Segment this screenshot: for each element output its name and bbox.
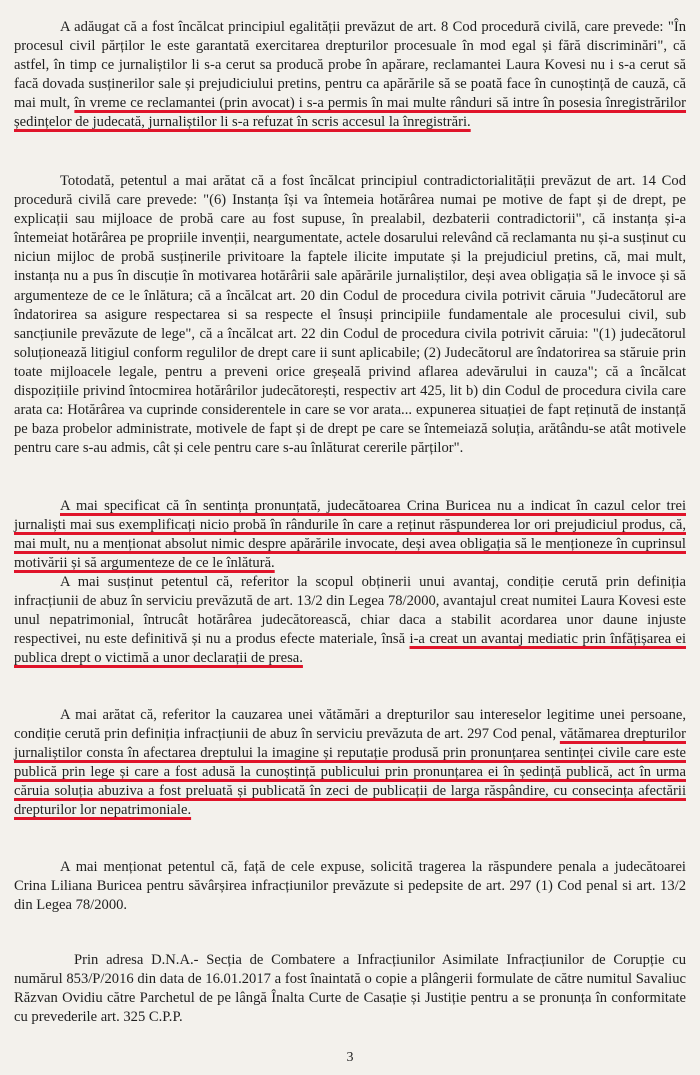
paragraph-dna-address [14,951,686,1027]
paragraph-advantage [14,573,686,668]
paragraph-text: Totodată, petentul a mai arătat că a fost încălcat principiul contradictorialității prevăzut de art. 14 Cod procedură civilă care prevede: "(6) Instanța își va întemeia hotărârea numai pe motive de fapt și de drept, pe explicații sau mijloace de probă care au fost supuse, în prealabil, dezbaterii contradictorii", că instanța și-a întemeiat hotărârea pe propriile invenții, neargumentate, actele dosarului relevând că reclamanta nu și-a susținut cu niciun mijloc de probă susținerile privitoare la faptele ilicite imputate și la prejudiciul pretins, că, mai mult, instanța nu a pus în discuție în motivarea hotărârii sale apărările jurnaliștilor, deși avea obligația să le invoce și să argumenteze de ce le înlătura; că a încălcat art. 20 din Codul de procedura civila potrivit căruia "Judecătorul are îndatorirea sa asigure respectarea si sa respecte el însuși principiile fundamentale ale procesului civil, sub sancțiunile prevăzute de lege", că a încălcat art. 22 din Codul de procedura civila potrivit căruia: "(1) judecătorul soluționează litigiul conform regulilor de drept care ii sunt aplicabile; (2) Judecătorul are îndatorirea sa stăruie prin toate mijloacele legale, pentru a preveni orice greșeală privind aflarea adevărului in cauza"; că a încălcat dispozițiile privind întocmirea hotărârilor judecătorești, respectiv art 425, lit b) din Codul de procedura civila care arata ca: Hotărârea va cuprinde considerentele in care se vor arata... expunerea situației de fapt reținută de instanță pe baza probelor administrate, motivele de fapt și de drept pe care se întemeiază soluția, arătându-se atât motivele pentru care s-au admis, cât și cele pentru care s-au înlăturat cererile părților". [14,173,686,457]
paragraph-harm [14,706,686,821]
paragraph-text: Prin adresa D.N.A.- Secția de Combatere a Infracțiunilor Asimilate Infracțiunilor de Corupție cu numărul 853/P/2016 din data de 16.01.2017 a fost înaintată o copie a plângerii formulate de către numitul Savaliuc Răzvan Ovidiu către Parchetul de pe lângă Înalta Curte de Casație și Justiție pentru a se pronunța în conformitate cu prevederile art. 325 C.P.P. [14,952,686,1026]
page-number: 3 [346,1050,354,1065]
paragraph-text: A mai menționat petentul că, față de cele expuse, solicită tragerea la răspundere penala a judecătoarei Crina Liliana Buricea pentru săvârșirea infracțiunilor prevăzute si pedepsite de art. 297 (1) Cod penal si art. 13/2 din Legea 78/2000. [14,859,686,914]
paragraph-request [14,858,686,915]
highlighted-text: A mai specificat că în sentința pronunțată, judecătoarea Crina Buricea nu a indicat în cazul celor trei jurnaliști mai sus exemplificați nicio probă în rândurile în care a reținut răspunderea lor ori prejudiciul produs, că, mai mult, nu a menționat absolut nimic despre apărările invocate, deși avea obligația să le menționeze în cuprinsul motivării și să argumenteze de ce le înlătură. [14,498,686,572]
paragraph-contradictoriality-principle [14,172,686,458]
highlighted-text: în vreme ce reclamantei (prin avocat) i s-a permis în mai multe rânduri să intre în posesia înregistrărilor ședințelor de judecată, jurnaliștilor li s-a refuzat în scris accesul la înregistrări. [14,95,687,131]
paragraph-no-evidence [14,497,686,573]
paragraph-text: A mai arătat că, referitor la cauzarea unei vătămări a drepturilor sau intereselor legitime unei persoane, condiție cerută prin definiția infracțiunii de abuz în serviciu prevăzuta de art. 297 Cod penal, [14,707,686,743]
paragraph-text: A adăugat că a fost încălcat principiul egalității prevăzut de art. 8 Cod procedură civilă, care prevede: "În procesul civil părților le este garantată exercitarea drepturilor procesuale în mod egal și fără discriminări", că astfel, în timp ce jurnaliștilor li s-a cerut sa producă probe în apărare, reclamantei Laura Kovesi nu i s-a cerut să facă dovada susținerilor sale și prejudiciului pretins, pentru ca apărările să se poată face în cunoștință de cauză, că mai mult, [14,19,686,112]
highlighted-text: vătămarea drepturilor jurnaliștilor consta în afectarea dreptului la imagine și reputație produsă prin pronunțarea sentinței civile care este publică prin lege și care a fost adusă la cunoștință publicului prin pronunțarea ei în ședință publică, act în urma căruia soluția abuziva a fost preluată și publicată în zeci de publicații de larga răspândire, cu consecința afectării drepturilor lor nepatrimoniale. [14,726,686,819]
paragraph-equality-principle [14,18,686,133]
paragraph-text: A mai susținut petentul că, referitor la scopul obținerii unui avantaj, condiție cerută prin definiția infracțiunii de abuz în serviciu prevăzută de art. 13/2 din Legea 78/2000, avantajul creat numitei Laura Kovesi este unul nepatrimonial, întrucât hotărârea judecătorească, chiar daca a stabilit acordarea unor daune injuste respectivei, nu este definitivă și nu a produs efecte materiale, însă [14,574,686,648]
highlighted-text: i-a creat un avantaj mediatic prin înfățișarea ei publica drept o victimă a unor declarații de presa. [14,631,686,667]
